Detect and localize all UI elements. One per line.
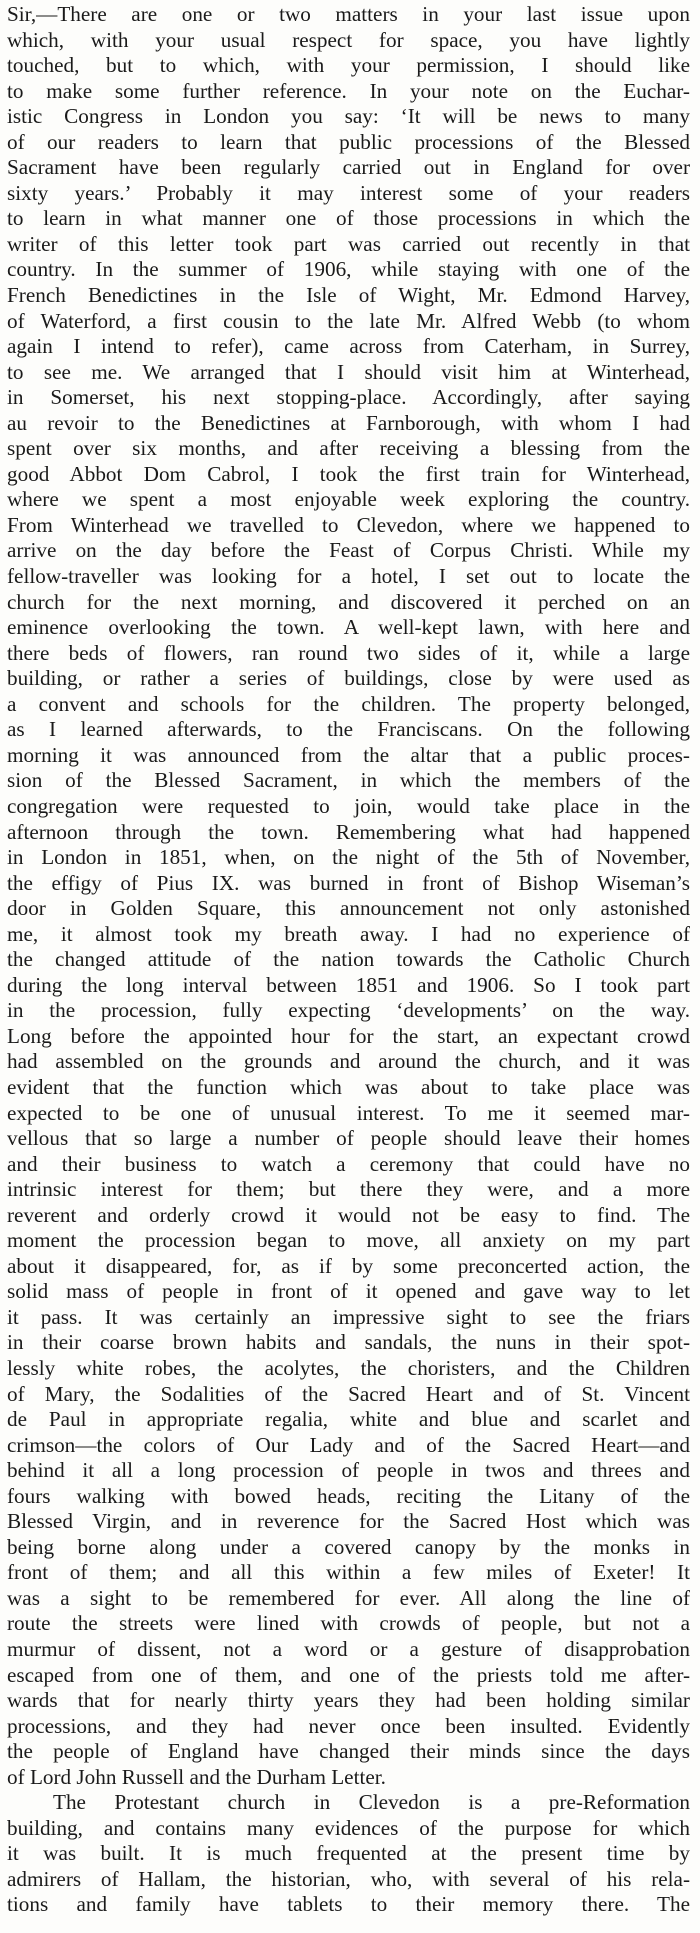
text-line: Long before the appointed hour for the start, an expectant crowd	[7, 1023, 690, 1048]
text-line: it was built. It is much frequented at the present time by	[7, 1841, 690, 1866]
text-line: Blessed Virgin, and in reverence for the Sacred Host which was	[7, 1509, 690, 1534]
text-line: during the long interval between 1851 and 1906. So I took part	[7, 972, 690, 997]
text-line: afternoon through the town. Remembering what had happened	[7, 819, 690, 844]
text-line: spent over six months, and after receiving a blessing from the	[7, 436, 690, 461]
text-line: and their business to watch a ceremony that could have no	[7, 1151, 690, 1176]
text-line: reverent and orderly crowd it would not be easy to find. The	[7, 1202, 690, 1227]
text-line: expected to be one of unusual interest. To me it seemed mar-	[7, 1100, 690, 1125]
text-line: admirers of Hallam, the historian, who, with several of his rela-	[7, 1866, 690, 1891]
text-line: writer of this letter took part was carried out recently in that	[7, 231, 690, 256]
text-line: me, it almost took my breath away. I had no experience of	[7, 921, 690, 946]
text-line: moment the procession began to move, all anxiety on my part	[7, 1228, 690, 1253]
text-line: to see me. We arranged that I should visit him at Winterhead,	[7, 359, 690, 384]
text-line: lessly white robes, the acolytes, the choristers, and the Children	[7, 1355, 690, 1380]
text-line: had assembled on the grounds and around the church, and it was	[7, 1049, 690, 1074]
text-line: about it disappeared, for, as if by some preconcerted action, the	[7, 1253, 690, 1278]
text-line: of Waterford, a first cousin to the late Mr. Alfred Webb (to whom	[7, 308, 690, 333]
text-line: route the streets were lined with crowds of people, but not a	[7, 1611, 690, 1636]
text-line: tions and family have tablets to their memory there. The	[7, 1892, 690, 1917]
text-line: of Mary, the Sodalities of the Sacred Heart and of St. Vincent	[7, 1381, 690, 1406]
text-line: door in Golden Square, this announcement not only astonished	[7, 896, 690, 921]
text-line: it pass. It was certainly an impressive sight to see the friars	[7, 1304, 690, 1329]
text-line: processions, and they had never once been insulted. Evidently	[7, 1713, 690, 1738]
text-line: fours walking with bowed heads, reciting the Litany of the	[7, 1483, 690, 1508]
text-line: evident that the function which was about to take place was	[7, 1074, 690, 1099]
text-line: The Protestant church in Clevedon is a pre-Reformation	[53, 1790, 690, 1815]
text-line: church for the next morning, and discovered it perched on an	[7, 589, 690, 614]
text-line: murmur of dissent, not a word or a gesture of disapprobation	[7, 1637, 690, 1661]
text-line: French Benedictines in the Isle of Wight, Mr. Edmond Harvey,	[7, 283, 690, 308]
text-line: Sir,—There are one or two matters in your last issue upon	[7, 2, 690, 26]
text-line: building, or rather a series of buildings, close by were used as	[7, 666, 690, 691]
text-line: of Lord John Russell and the Durham Letter.	[7, 1764, 386, 1789]
text-line: escaped from one of them, and one of the priests told me after-	[7, 1662, 690, 1687]
text-line: eminence overlooking the town. A well-kept lawn, with here and	[7, 615, 690, 640]
text-line: there beds of flowers, ran round two sides of it, while a large	[7, 640, 690, 665]
text-line: the people of England have changed their minds since the days	[7, 1739, 690, 1764]
text-line: sion of the Blessed Sacrament, in which the members of the	[7, 768, 690, 793]
text-line: intrinsic interest for them; but there they were, and a more	[7, 1177, 690, 1202]
text-line: the effigy of Pius IX. was burned in front of Bishop Wiseman’s	[7, 870, 690, 895]
text-line: From Winterhead we travelled to Clevedon, where we happened to	[7, 512, 690, 537]
text-line: as I learned afterwards, to the Franciscans. On the following	[7, 717, 690, 742]
text-line: morning it was announced from the altar that a public proces-	[7, 742, 690, 767]
text-line: de Paul in appropriate regalia, white and blue and scarlet and	[7, 1407, 690, 1432]
text-line: the changed attitude of the nation towards the Catholic Church	[7, 947, 690, 972]
text-line: sixty years.’ Probably it may interest some of your readers	[7, 180, 690, 205]
text-line: a convent and schools for the children. The property belonged,	[7, 691, 690, 716]
text-line: was a sight to be remembered for ever. All along the line of	[7, 1585, 690, 1610]
text-line: vellous that so large a number of people should leave their homes	[7, 1126, 690, 1151]
text-line: behind it all a long procession of people in twos and threes and	[7, 1458, 690, 1483]
text-line: front of them; and all this within a few miles of Exeter! It	[7, 1560, 690, 1585]
text-line: in their coarse brown habits and sandals, the nuns in their spot-	[7, 1330, 690, 1355]
text-line: Sacrament have been regularly carried out in England for over	[7, 155, 690, 180]
text-line: again I intend to refer), came across from Caterham, in Surrey,	[7, 334, 690, 359]
text-line: being borne along under a covered canopy by the monks in	[7, 1534, 690, 1559]
text-line: good Abbot Dom Cabrol, I took the first train for Winterhead,	[7, 461, 690, 486]
text-line: country. In the summer of 1906, while staying with one of the	[7, 257, 690, 282]
text-line: to learn in what manner one of those processions in which the	[7, 206, 690, 231]
text-line: au revoir to the Benedictines at Farnborough, with whom I had	[7, 410, 690, 435]
text-line: in London in 1851, when, on the night of the 5th of November,	[7, 845, 690, 870]
text-line: which, with your usual respect for space, you have lightly	[7, 27, 690, 52]
text-line: building, and contains many evidences of the purpose for which	[7, 1815, 690, 1840]
text-line: wards that for nearly thirty years they had been holding similar	[7, 1688, 690, 1713]
text-line: where we spent a most enjoyable week exploring the country.	[7, 487, 690, 512]
text-line: in the procession, fully expecting ‘developments’ on the way.	[7, 998, 690, 1023]
text-line: crimson—the colors of Our Lady and of the Sacred Heart—and	[7, 1432, 690, 1457]
text-line: to make some further reference. In your note on the Euchar-	[7, 78, 690, 103]
letter-body	[7, 2, 690, 1918]
text-line: fellow-traveller was looking for a hotel, I set out to locate the	[7, 564, 690, 589]
text-line: congregation were requested to join, would take place in the	[7, 793, 690, 818]
text-line: istic Congress in London you say: ‘It will be news to many	[7, 104, 690, 129]
text-line: in Somerset, his next stopping-place. Accordingly, after saying	[7, 385, 690, 410]
text-line: solid mass of people in front of it opened and gave way to let	[7, 1279, 690, 1304]
text-line: of our readers to learn that public processions of the Blessed	[7, 129, 690, 154]
text-line: touched, but to which, with your permission, I should like	[7, 53, 690, 78]
text-line: arrive on the day before the Feast of Corpus Christi. While my	[7, 538, 690, 563]
